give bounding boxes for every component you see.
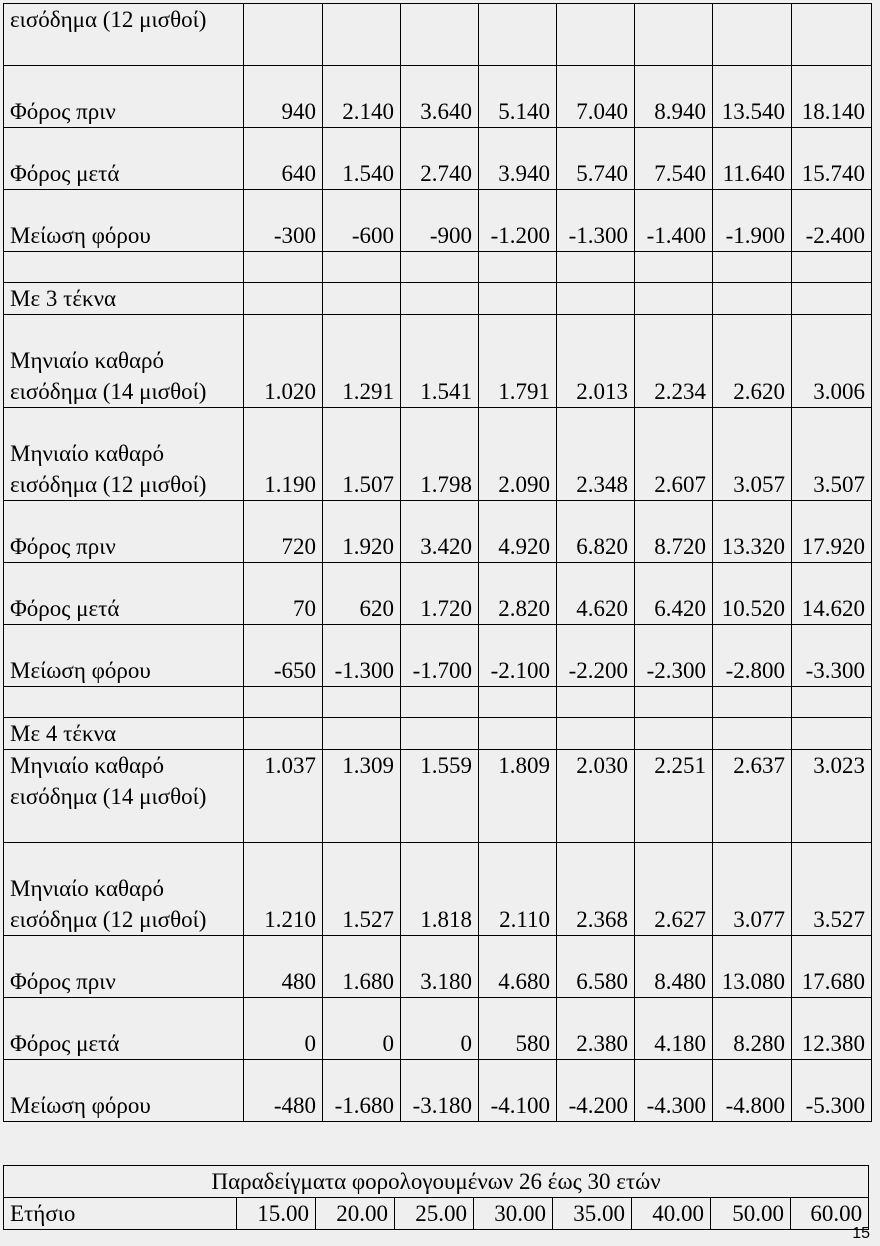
table-cell: -1.200 [479,190,557,252]
table-cell: 1.210 [244,843,323,936]
row-label: Με 3 τέκνα [4,283,244,315]
table-cell: 2.251 [635,750,713,843]
table-cell [244,252,323,283]
table-cell [792,4,872,66]
table-cell: 2.820 [479,563,557,625]
table-cell: 13.320 [713,501,792,563]
table-cell [479,4,557,66]
table-cell: 2.140 [323,66,401,128]
table-cell [323,252,401,283]
table-cell [792,718,872,750]
table-cell: -1.680 [323,1060,401,1122]
row-label: Μείωση φόρου [4,625,244,687]
row-label: Φόρος πριν [4,936,244,998]
table-row [4,252,872,283]
table-cell: 14.620 [792,563,872,625]
table-row [4,718,872,750]
table-cell [557,4,635,66]
table-cell: 2.637 [713,750,792,843]
table-cell: 1.791 [479,315,557,408]
table-cell: 3.640 [401,66,479,128]
table-cell [635,4,713,66]
table-cell: 10.520 [713,563,792,625]
table-cell: 1.020 [244,315,323,408]
table-cell: 1.291 [323,315,401,408]
table-cell: 70 [244,563,323,625]
table-cell: 1.559 [401,750,479,843]
page-number: 15 [852,1225,870,1242]
table-cell: 1.037 [244,750,323,843]
row-label: Φόρος μετά [4,128,244,190]
examples-annual-row [4,1198,869,1230]
table-cell [635,283,713,315]
table-cell: 620 [323,563,401,625]
row-label: Μηνιαίο καθαρό εισόδημα (14 μισθοί) [4,315,244,408]
table-cell: -2.300 [635,625,713,687]
table-cell: 2.627 [635,843,713,936]
table-cell [713,687,792,718]
table-row [4,750,872,843]
table-cell: -1.900 [713,190,792,252]
table-cell: 60.00 [791,1198,869,1230]
table-cell [244,687,323,718]
table-cell: 6.820 [557,501,635,563]
table-cell: 1.507 [323,408,401,501]
row-label: Μείωση φόρου [4,1060,244,1122]
table-cell: 1.680 [323,936,401,998]
table-cell: 5.740 [557,128,635,190]
table-cell: -4.800 [713,1060,792,1122]
table-cell: 8.940 [635,66,713,128]
table-cell: 7.540 [635,128,713,190]
table-row [4,843,872,936]
table-cell [792,252,872,283]
table-cell: 580 [479,998,557,1060]
row-label: Φόρος πριν [4,501,244,563]
table-cell: 2.110 [479,843,557,936]
table-cell: 4.680 [479,936,557,998]
table-cell [244,718,323,750]
table-cell: 2.013 [557,315,635,408]
table-cell [479,687,557,718]
table-cell: 3.180 [401,936,479,998]
examples-table [3,1165,869,1230]
table-cell [557,718,635,750]
table-cell: 2.348 [557,408,635,501]
table-cell [323,718,401,750]
table-row [4,687,872,718]
examples-title-row [4,1166,869,1198]
table-row [4,501,872,563]
table-cell: -2.100 [479,625,557,687]
table-cell [401,687,479,718]
table-cell: -1.300 [323,625,401,687]
table-cell: 4.620 [557,563,635,625]
table-cell: 3.023 [792,750,872,843]
table-cell: 1.720 [401,563,479,625]
table-cell: 2.607 [635,408,713,501]
examples-title: Παραδείγματα φορολογουμένων 26 έως 30 ετών [4,1166,869,1198]
table-cell: -2.200 [557,625,635,687]
table-row [4,408,872,501]
table-cell [401,283,479,315]
table-cell: -1.400 [635,190,713,252]
table-cell [713,283,792,315]
table-cell: 11.640 [713,128,792,190]
table-cell: -1.700 [401,625,479,687]
table-cell [557,687,635,718]
row-label: Μηνιαίο καθαρό εισόδημα (12 μισθοί) [4,408,244,501]
table-cell: 1.541 [401,315,479,408]
table-cell: 12.380 [792,998,872,1060]
table-cell: 25.00 [395,1198,474,1230]
table-cell: 480 [244,936,323,998]
table-cell: -4.100 [479,1060,557,1122]
table-cell [244,4,323,66]
table-cell: 1.809 [479,750,557,843]
table-cell: -480 [244,1060,323,1122]
table-cell [323,687,401,718]
table-cell: 5.140 [479,66,557,128]
table-cell: 3.507 [792,408,872,501]
table-cell [401,4,479,66]
table-cell [401,718,479,750]
table-cell: -650 [244,625,323,687]
table-cell: 2.620 [713,315,792,408]
table-cell: 4.920 [479,501,557,563]
row-label: Ετήσιο [4,1198,237,1230]
table-cell: 4.180 [635,998,713,1060]
table-row [4,190,872,252]
table-cell [323,4,401,66]
table-cell: 18.140 [792,66,872,128]
table-row [4,66,872,128]
row-label: Μείωση φόρου [4,190,244,252]
row-label [4,687,244,718]
table-cell [244,283,323,315]
table-row [4,4,872,66]
table-cell: -2.400 [792,190,872,252]
table-row [4,625,872,687]
table-cell: 3.940 [479,128,557,190]
table-cell: 35.00 [553,1198,632,1230]
table-cell [323,283,401,315]
table-cell: -900 [401,190,479,252]
table-cell [635,687,713,718]
table-cell: 13.540 [713,66,792,128]
table-row [4,936,872,998]
table-cell: 20.00 [316,1198,395,1230]
table-cell: 1.190 [244,408,323,501]
table-cell [713,718,792,750]
table-cell [792,283,872,315]
row-label: Μηνιαίο καθαρό εισόδημα (12 μισθοί) [4,843,244,936]
table-cell: 1.309 [323,750,401,843]
table-cell: 0 [401,998,479,1060]
table-cell: 3.527 [792,843,872,936]
table-cell: 13.080 [713,936,792,998]
table-cell: -300 [244,190,323,252]
table-cell: -2.800 [713,625,792,687]
table-cell: 8.480 [635,936,713,998]
table-cell: 2.030 [557,750,635,843]
table-cell: 3.077 [713,843,792,936]
table-cell [792,687,872,718]
table-cell [635,718,713,750]
table-cell: 640 [244,128,323,190]
row-label: εισόδημα (12 μισθοί) [4,4,244,66]
table-cell: 6.420 [635,563,713,625]
table-cell: 50.00 [711,1198,791,1230]
table-cell: 2.380 [557,998,635,1060]
table-cell: 1.798 [401,408,479,501]
table-cell: -3.180 [401,1060,479,1122]
table-cell: 3.006 [792,315,872,408]
row-label: Φόρος πριν [4,66,244,128]
table-cell [401,252,479,283]
row-label: Μηνιαίο καθαρό εισόδημα (14 μισθοί) [4,750,244,843]
table-cell [479,252,557,283]
table-cell: 2.368 [557,843,635,936]
table-cell: 15.00 [237,1198,316,1230]
tax-table [3,3,872,1122]
table-row [4,283,872,315]
table-row [4,563,872,625]
row-label: Φόρος μετά [4,998,244,1060]
table-cell: 3.420 [401,501,479,563]
table-cell: 8.280 [713,998,792,1060]
table-cell: 17.920 [792,501,872,563]
row-label: Με 4 τέκνα [4,718,244,750]
table-cell: 3.057 [713,408,792,501]
table-cell: 17.680 [792,936,872,998]
table-cell [479,718,557,750]
table-cell [557,252,635,283]
table-cell: -4.300 [635,1060,713,1122]
table-cell: 2.090 [479,408,557,501]
table-cell: -600 [323,190,401,252]
table-cell: 720 [244,501,323,563]
table-cell: 1.818 [401,843,479,936]
table-cell: 1.527 [323,843,401,936]
table-cell: 0 [323,998,401,1060]
table-cell: 30.00 [474,1198,553,1230]
table-cell: 2.740 [401,128,479,190]
table-cell: 15.740 [792,128,872,190]
table-cell [479,283,557,315]
table-row [4,1060,872,1122]
table-cell [713,4,792,66]
table-row [4,998,872,1060]
table-cell: -1.300 [557,190,635,252]
table-cell: 0 [244,998,323,1060]
table-cell: 40.00 [632,1198,711,1230]
table-cell: 8.720 [635,501,713,563]
table-cell: 1.920 [323,501,401,563]
table-cell: -3.300 [792,625,872,687]
row-label: Φόρος μετά [4,563,244,625]
table-cell: 2.234 [635,315,713,408]
table-cell [635,252,713,283]
table-cell: -5.300 [792,1060,872,1122]
table-cell: 7.040 [557,66,635,128]
table-cell: 6.580 [557,936,635,998]
table-cell: 940 [244,66,323,128]
row-label [4,252,244,283]
table-cell [557,283,635,315]
table-row [4,315,872,408]
table-cell: 1.540 [323,128,401,190]
table-row [4,128,872,190]
table-cell [713,252,792,283]
table-cell: -4.200 [557,1060,635,1122]
